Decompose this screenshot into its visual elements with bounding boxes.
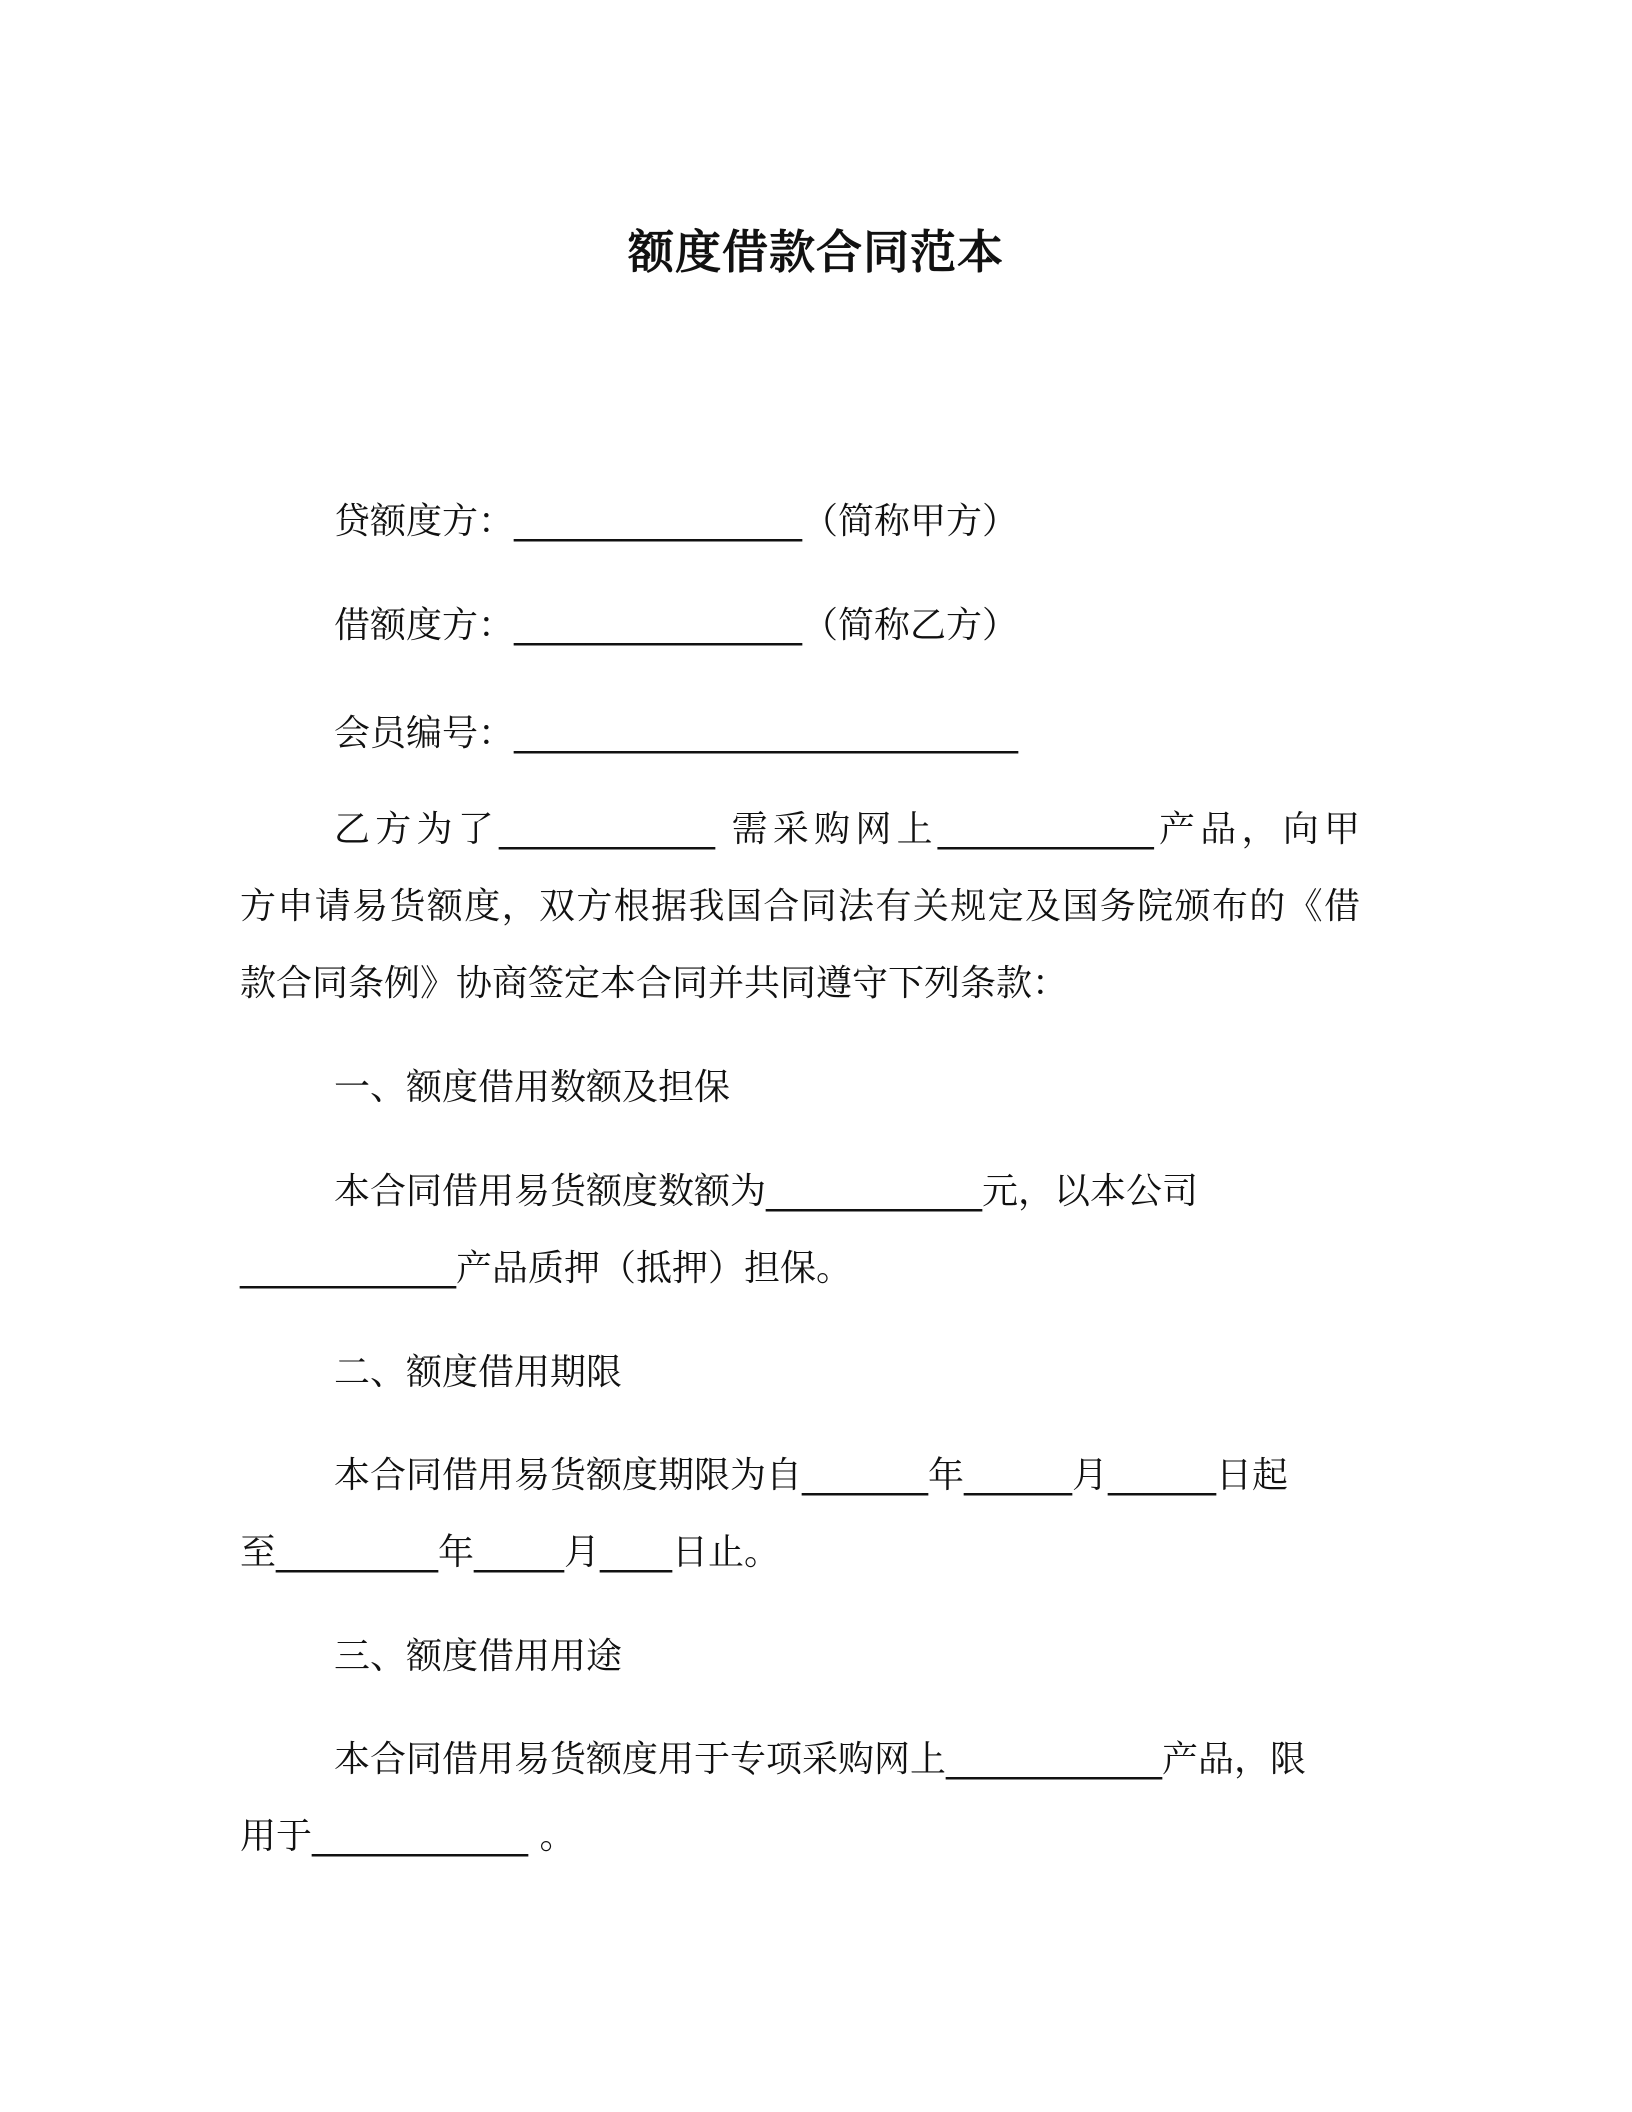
section-3-line-1: 本合同借用易货额度用于专项采购网上____________产品，限 <box>334 1739 1307 1780</box>
intro-paragraph-line-1: 乙方为了____________ 需采购网上____________产品，向甲 <box>334 809 1360 850</box>
borrower-line: 借额度方：________________（简称乙方） <box>334 605 1019 646</box>
section-2-line-1: 本合同借用易货额度期限为自_______年______月______日起 <box>334 1455 1289 1496</box>
section-3-line-2: 用于____________ 。 <box>240 1816 576 1857</box>
section-2-line-2: 至_________年_____月____日止。 <box>240 1532 781 1573</box>
section-1-line-1: 本合同借用易货额度数额为____________元，以本公司 <box>334 1171 1199 1212</box>
document-title: 额度借款合同范本 <box>628 225 1004 279</box>
lender-line: 贷额度方：________________（简称甲方） <box>334 501 1019 542</box>
section-1-line-2: ____________产品质押（抵押）担保。 <box>240 1248 853 1289</box>
intro-paragraph-line-3: 款合同条例》协商签定本合同并共同遵守下列条款： <box>240 963 1069 1004</box>
section-heading-3: 三、额度借用用途 <box>334 1636 623 1677</box>
section-heading-2: 二、额度借用期限 <box>334 1352 623 1393</box>
intro-paragraph-line-2: 方申请易货额度，双方根据我国合同法有关规定及国务院颁布的《借 <box>240 886 1360 927</box>
member-number-line: 会员编号：____________________________ <box>334 713 1019 754</box>
section-heading-1: 一、额度借用数额及担保 <box>334 1067 731 1108</box>
